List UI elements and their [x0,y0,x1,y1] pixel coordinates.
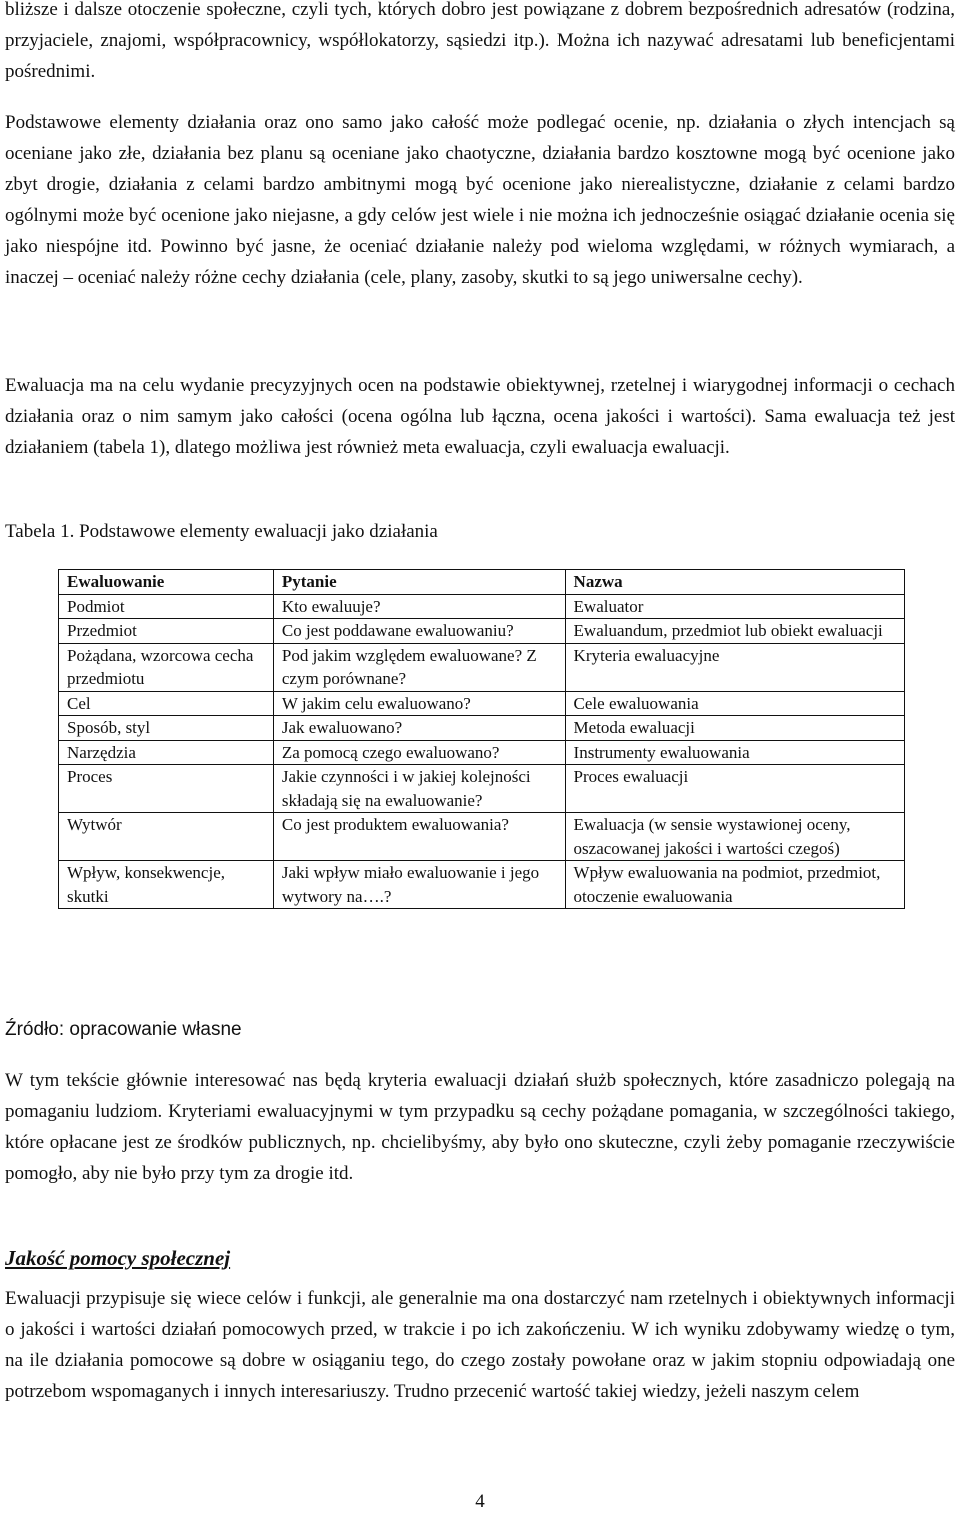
table-row [59,813,905,861]
table-cell: Kto ewaluuje? [273,594,565,619]
table-row [59,716,905,741]
table-cell: Ewaluacja (w sensie wystawionej oceny, oszacowanej jakości i wartości czegoś) [565,813,904,861]
page-number: 4 [475,1491,485,1512]
table-cell: Wytwór [59,813,274,861]
table-cell: Pożądana, wzorcowa cecha przedmiotu [59,643,274,691]
table-row [59,691,905,716]
table-caption: Tabela 1. Podstawowe elementy ewaluacji jako działania [5,521,438,542]
table-cell: Cele ewaluowania [565,691,904,716]
table-cell: Podmiot [59,594,274,619]
table-row [59,643,905,691]
evaluation-elements-table [58,569,905,909]
table-cell: Ewaluator [565,594,904,619]
table-cell: Proces [59,765,274,813]
table-row [59,740,905,765]
table-cell: W jakim celu ewaluowano? [273,691,565,716]
table-row [59,765,905,813]
source-note: Źródło: opracowanie własne [5,1019,242,1040]
table-cell: Jakie czynności i w jakiej kolejności składają się na ewaluowanie? [273,765,565,813]
table-cell: Co jest produktem ewaluowania? [273,813,565,861]
table-cell: Wpływ ewaluowania na podmiot, przedmiot, otoczenie ewaluowania [565,861,904,909]
table-cell: Za pomocą czego ewaluowano? [273,740,565,765]
paragraph-elementy-dzialania: Podstawowe elementy działania oraz ono samo jako całość może podlegać ocenie, np. działania o złych intencjach są oceniane jako złe, działania bez planu są oceniane jako chaotyczne, działania bardzo kosztowne mogą być ocenione jako zbyt drogie, działania z celami bardzo ambitnymi mogą być ocenione jako nierealistyczne, działanie z celami bardzo ogólnymi może być ocenione jako niejasne, a gdy celów jest wiele i nie można ich jednocześnie osiągać działanie ocenia się jako niespójne itd. Powinno być jasne, że oceniać działanie należy pod wieloma względami, w różnych wymiarach, a inaczej – oceniać należy różne cechy działania (cele, plany, zasoby, skutki to są jego uniwersalne cechy). [5,112,955,288]
paragraph-kryteria: W tym tekście głównie interesować nas będą kryteria ewaluacji działań służb społecznych, które zasadniczo polegają na pomaganiu ludziom. Kryteriami ewaluacyjnymi w tym przypadku są cechy pożądane pomagania, w szczególności takiego, które opłacane jest ze środków publicznych, np. chcielibyśmy, aby było ono skuteczne, czyli żeby pomaganie rzeczywiście pomogło, aby nie było przy tym za drogie itd. [5,1070,955,1184]
table-cell: Ewaluandum, przedmiot lub obiekt ewaluacji [565,619,904,644]
table-row [59,619,905,644]
paragraph-jakosc-pomocy: Ewaluacji przypisuje się wiece celów i funkcji, ale generalnie ma ona dostarczyć nam rzetelnych i obiektywnych informacji o jakości i wartości działań pomocowych przed, w trakcie i po ich zakończeniu. W ich wyniku zdobywamy wiedzę o tym, na ile działania pomocowe są dobre w osiąganiu tego, do czego zostały powołane oraz w jakim stopniu odpowiadają one potrzebom wspomaganych i innych interesariuszy. Trudno przecenić wartość takiej wiedzy, jeżeli naszym celem [5,1288,955,1402]
header-pytanie: Pytanie [273,570,565,595]
table-cell: Narzędzia [59,740,274,765]
table-cell: Jaki wpływ miało ewaluowanie i jego wytwory na….? [273,861,565,909]
table-header-row [59,570,905,595]
table-cell: Kryteria ewaluacyjne [565,643,904,691]
header-ewaluowanie: Ewaluowanie [59,570,274,595]
table-cell: Proces ewaluacji [565,765,904,813]
paragraph-adresaci: bliższe i dalsze otoczenie społeczne, czyli tych, których dobro jest powiązane z dobrem bezpośrednich adresatów (rodzina, przyjaciele, znajomi, współpracownicy, współlokatorzy, sąsiedzi itp.). Można ich nazywać adresatami lub beneficjentami pośrednimi. [5,0,955,82]
table-cell: Co jest poddawane ewaluowaniu? [273,619,565,644]
table-cell: Instrumenty ewaluowania [565,740,904,765]
paragraph-ewaluacja: Ewaluacja ma na celu wydanie precyzyjnych ocen na podstawie obiektywnej, rzetelnej i wiarygodnej informacji o cechach działania oraz o nim samym jako całości (ocena ogólna lub łączna, ocena jakości i wartości). Sama ewaluacja też jest działaniem (tabela 1), dlatego możliwa jest również meta ewaluacja, czyli ewaluacja ewaluacji. [5,375,955,458]
table-cell: Cel [59,691,274,716]
header-nazwa: Nazwa [565,570,904,595]
table-cell: Wpływ, konsekwencje, skutki [59,861,274,909]
table-row [59,861,905,909]
table-cell: Jak ewaluowano? [273,716,565,741]
table-cell: Przedmiot [59,619,274,644]
table-cell: Pod jakim względem ewaluowane? Z czym porównane? [273,643,565,691]
table-cell: Sposób, styl [59,716,274,741]
section-heading: Jakość pomocy społecznej [5,1246,231,1270]
table-row [59,594,905,619]
table-cell: Metoda ewaluacji [565,716,904,741]
